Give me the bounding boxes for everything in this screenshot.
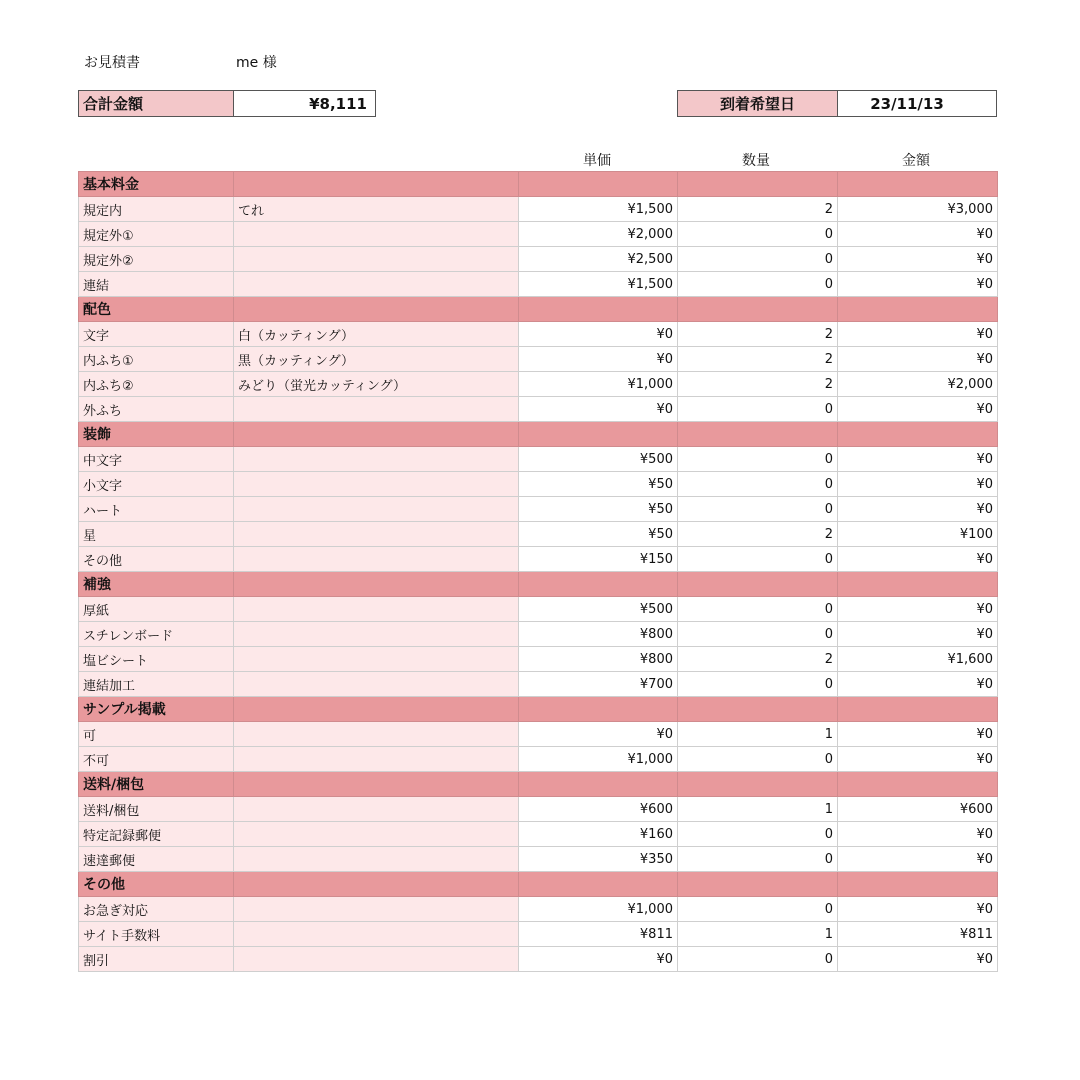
item-unit-price: ¥500 (519, 597, 678, 622)
table-row (79, 822, 998, 847)
item-unit-price: ¥0 (519, 722, 678, 747)
category-row (79, 697, 998, 722)
category-empty-cell (519, 297, 678, 322)
category-empty-cell (519, 572, 678, 597)
category-empty-cell (678, 172, 838, 197)
item-note (234, 747, 519, 772)
item-quantity: 2 (678, 347, 838, 372)
category-row (79, 297, 998, 322)
table-row (79, 597, 998, 622)
item-unit-price: ¥2,500 (519, 247, 678, 272)
item-note (234, 447, 519, 472)
item-amount: ¥0 (838, 272, 998, 297)
item-unit-price: ¥800 (519, 647, 678, 672)
item-amount: ¥100 (838, 522, 998, 547)
item-unit-price: ¥700 (519, 672, 678, 697)
item-quantity: 0 (678, 822, 838, 847)
item-amount: ¥0 (838, 347, 998, 372)
item-unit-price: ¥600 (519, 797, 678, 822)
item-quantity: 0 (678, 847, 838, 872)
item-amount: ¥3,000 (838, 197, 998, 222)
category-empty-cell (519, 172, 678, 197)
item-unit-price: ¥350 (519, 847, 678, 872)
item-quantity: 0 (678, 222, 838, 247)
item-note (234, 822, 519, 847)
total-amount-box (78, 90, 376, 117)
item-amount: ¥0 (838, 472, 998, 497)
item-quantity: 0 (678, 672, 838, 697)
item-label: 小文字 (79, 472, 234, 497)
item-label: 割引 (79, 947, 234, 972)
category-empty-cell (234, 697, 519, 722)
table-row (79, 372, 998, 397)
item-label: 連結 (79, 272, 234, 297)
item-label: 内ふち① (79, 347, 234, 372)
item-amount: ¥1,600 (838, 647, 998, 672)
item-unit-price: ¥800 (519, 622, 678, 647)
item-quantity: 0 (678, 247, 838, 272)
item-label: 不可 (79, 747, 234, 772)
item-unit-price: ¥1,000 (519, 372, 678, 397)
item-note (234, 522, 519, 547)
category-row (79, 422, 998, 447)
category-empty-cell (678, 697, 838, 722)
table-row (79, 622, 998, 647)
item-amount: ¥0 (838, 672, 998, 697)
item-unit-price: ¥160 (519, 822, 678, 847)
category-empty-cell (234, 172, 519, 197)
item-note (234, 647, 519, 672)
item-amount: ¥0 (838, 397, 998, 422)
item-note (234, 847, 519, 872)
table-row (79, 672, 998, 697)
item-note (234, 922, 519, 947)
item-amount: ¥0 (838, 247, 998, 272)
category-row (79, 172, 998, 197)
category-empty-cell (234, 872, 519, 897)
category-name: 送料/梱包 (79, 772, 234, 797)
item-unit-price: ¥0 (519, 397, 678, 422)
item-note: 白（カッティング） (234, 322, 519, 347)
item-quantity: 0 (678, 472, 838, 497)
item-amount: ¥0 (838, 622, 998, 647)
item-label: ハート (79, 497, 234, 522)
item-label: 特定記録郵便 (79, 822, 234, 847)
item-quantity: 1 (678, 797, 838, 822)
item-note: 黒（カッティング） (234, 347, 519, 372)
item-label: 厚紙 (79, 597, 234, 622)
table-row (79, 522, 998, 547)
category-empty-cell (678, 572, 838, 597)
table-row (79, 197, 998, 222)
category-empty-cell (838, 297, 998, 322)
item-label: 送料/梱包 (79, 797, 234, 822)
category-empty-cell (519, 872, 678, 897)
item-note (234, 722, 519, 747)
total-amount-value: ¥8,111 (234, 91, 375, 116)
item-unit-price: ¥1,000 (519, 897, 678, 922)
category-name: 装飾 (79, 422, 234, 447)
category-empty-cell (519, 697, 678, 722)
item-amount: ¥600 (838, 797, 998, 822)
category-name: サンプル掲載 (79, 697, 234, 722)
item-unit-price: ¥1,500 (519, 197, 678, 222)
item-note (234, 272, 519, 297)
table-row (79, 497, 998, 522)
item-quantity: 1 (678, 922, 838, 947)
item-amount: ¥0 (838, 222, 998, 247)
table-row (79, 647, 998, 672)
item-label: 塩ビシート (79, 647, 234, 672)
category-empty-cell (838, 697, 998, 722)
item-amount: ¥0 (838, 497, 998, 522)
item-unit-price: ¥150 (519, 547, 678, 572)
item-unit-price: ¥1,500 (519, 272, 678, 297)
total-amount-label: 合計金額 (79, 91, 234, 116)
category-name: 配色 (79, 297, 234, 322)
item-quantity: 0 (678, 947, 838, 972)
category-empty-cell (234, 297, 519, 322)
item-amount: ¥0 (838, 547, 998, 572)
category-empty-cell (234, 572, 519, 597)
item-unit-price: ¥500 (519, 447, 678, 472)
category-empty-cell (234, 772, 519, 797)
item-note (234, 222, 519, 247)
item-label: 規定内 (79, 197, 234, 222)
table-row (79, 922, 998, 947)
table-row (79, 222, 998, 247)
arrival-date-box (677, 90, 997, 117)
item-unit-price: ¥0 (519, 947, 678, 972)
item-label: 可 (79, 722, 234, 747)
table-row (79, 947, 998, 972)
item-note: みどり（蛍光カッティング） (234, 372, 519, 397)
category-empty-cell (838, 172, 998, 197)
category-empty-cell (838, 772, 998, 797)
arrival-date-label: 到着希望日 (678, 91, 838, 116)
table-row (79, 547, 998, 572)
table-row (79, 722, 998, 747)
table-row (79, 747, 998, 772)
item-quantity: 0 (678, 897, 838, 922)
category-name: 基本料金 (79, 172, 234, 197)
table-row (79, 447, 998, 472)
item-amount: ¥0 (838, 722, 998, 747)
item-label: 中文字 (79, 447, 234, 472)
item-label: 連結加工 (79, 672, 234, 697)
item-unit-price: ¥1,000 (519, 747, 678, 772)
item-quantity: 2 (678, 647, 838, 672)
category-empty-cell (234, 422, 519, 447)
item-quantity: 0 (678, 397, 838, 422)
item-note (234, 472, 519, 497)
item-label: その他 (79, 547, 234, 572)
quantity-header: 数量 (742, 153, 770, 169)
item-amount: ¥0 (838, 947, 998, 972)
table-row (79, 847, 998, 872)
item-quantity: 1 (678, 722, 838, 747)
item-note (234, 897, 519, 922)
customer-name: me 様 (236, 55, 277, 71)
table-row (79, 472, 998, 497)
category-empty-cell (838, 422, 998, 447)
category-empty-cell (519, 772, 678, 797)
category-row (79, 572, 998, 597)
item-label: 内ふち② (79, 372, 234, 397)
item-note (234, 672, 519, 697)
item-unit-price: ¥811 (519, 922, 678, 947)
table-row (79, 797, 998, 822)
category-empty-cell (838, 872, 998, 897)
item-amount: ¥0 (838, 322, 998, 347)
item-note (234, 947, 519, 972)
item-note (234, 497, 519, 522)
item-unit-price: ¥0 (519, 347, 678, 372)
item-quantity: 0 (678, 497, 838, 522)
amount-header: 金額 (902, 153, 930, 169)
item-amount: ¥0 (838, 747, 998, 772)
item-label: 規定外① (79, 222, 234, 247)
item-note (234, 397, 519, 422)
table-row (79, 322, 998, 347)
item-quantity: 0 (678, 547, 838, 572)
item-quantity: 0 (678, 272, 838, 297)
item-note (234, 797, 519, 822)
item-quantity: 2 (678, 197, 838, 222)
category-empty-cell (519, 422, 678, 447)
item-amount: ¥2,000 (838, 372, 998, 397)
item-note (234, 597, 519, 622)
item-unit-price: ¥50 (519, 472, 678, 497)
item-label: サイト手数料 (79, 922, 234, 947)
category-empty-cell (838, 572, 998, 597)
item-unit-price: ¥0 (519, 322, 678, 347)
item-label: 文字 (79, 322, 234, 347)
table-row (79, 272, 998, 297)
unit-price-header: 単価 (583, 153, 611, 169)
table-row (79, 397, 998, 422)
category-empty-cell (678, 422, 838, 447)
item-label: 速達郵便 (79, 847, 234, 872)
item-amount: ¥0 (838, 597, 998, 622)
item-label: 規定外② (79, 247, 234, 272)
item-amount: ¥811 (838, 922, 998, 947)
item-note: てれ (234, 197, 519, 222)
item-label: スチレンボード (79, 622, 234, 647)
item-amount: ¥0 (838, 822, 998, 847)
category-row (79, 872, 998, 897)
quote-table (78, 171, 998, 972)
item-label: 星 (79, 522, 234, 547)
item-note (234, 247, 519, 272)
item-quantity: 2 (678, 372, 838, 397)
item-quantity: 0 (678, 447, 838, 472)
table-row (79, 247, 998, 272)
item-amount: ¥0 (838, 897, 998, 922)
category-empty-cell (678, 872, 838, 897)
arrival-date-value: 23/11/13 (838, 91, 996, 116)
item-note (234, 547, 519, 572)
item-amount: ¥0 (838, 847, 998, 872)
document-title: お見積書 (84, 55, 140, 71)
category-row (79, 772, 998, 797)
category-empty-cell (678, 772, 838, 797)
item-unit-price: ¥50 (519, 522, 678, 547)
item-label: お急ぎ対応 (79, 897, 234, 922)
item-quantity: 0 (678, 597, 838, 622)
category-name: 補強 (79, 572, 234, 597)
item-unit-price: ¥2,000 (519, 222, 678, 247)
category-empty-cell (678, 297, 838, 322)
item-quantity: 0 (678, 622, 838, 647)
item-amount: ¥0 (838, 447, 998, 472)
category-name: その他 (79, 872, 234, 897)
item-unit-price: ¥50 (519, 497, 678, 522)
table-row (79, 897, 998, 922)
item-quantity: 2 (678, 522, 838, 547)
item-note (234, 622, 519, 647)
item-quantity: 2 (678, 322, 838, 347)
item-quantity: 0 (678, 747, 838, 772)
item-label: 外ふち (79, 397, 234, 422)
table-row (79, 347, 998, 372)
